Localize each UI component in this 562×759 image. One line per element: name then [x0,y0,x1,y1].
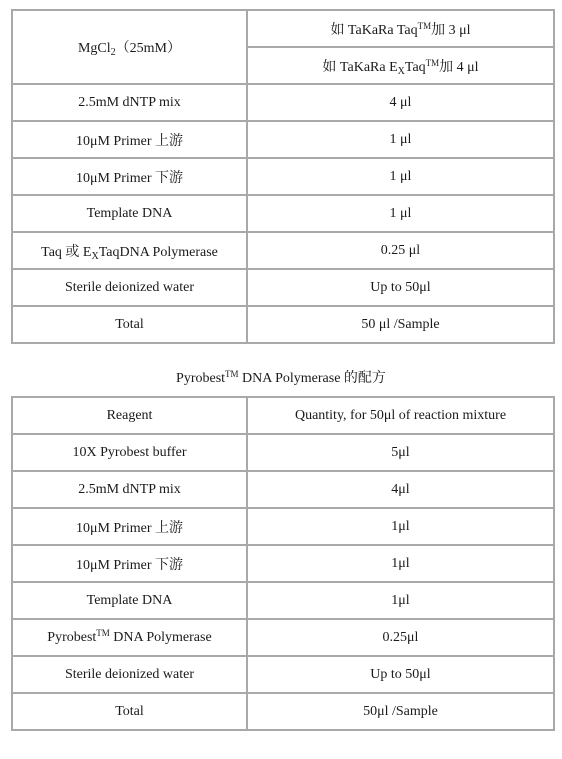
amount-cell: 1 μl [247,121,554,158]
component-cell: Sterile deionized water [12,269,247,306]
amount-cell: 1 μl [247,195,554,232]
polymerase-cell: Taq 或 $E_XTaqDNA$ Polymerase [12,232,247,269]
component-cell: 10μM Primer 下游 [12,545,247,582]
table-row [12,656,554,693]
amount-cell: 4 μl [247,84,554,121]
mgcl2-label: MgCl$_2$（25mM） [77,41,182,58]
table-row [12,232,554,269]
table-row [12,121,554,158]
table-row [12,471,554,508]
total-label-cell: Total [12,306,247,343]
component-cell: 2.5mM dNTP mix [12,471,247,508]
component-cell: Sterile deionized water [12,656,247,693]
table-row [12,84,554,121]
amount-cell: 1μl [247,545,554,582]
table-caption: Pyrobest™ DNA Polymerase 的配方 [176,369,386,386]
table-row [12,582,554,619]
amount-cell: 0.25 μl [247,232,554,269]
mgcl2-taq-amount: 如 TaKaRa Taq™加 3 μl [247,10,554,47]
component-cell: 10μM Primer 下游 [12,158,247,195]
total-label-cell: Total [12,693,247,730]
component-cell: 2.5mM dNTP mix [12,84,247,121]
amount-cell: Up to 50μl [247,269,554,306]
table-row [12,306,554,343]
mgcl2-cell [12,10,247,84]
table-row [12,10,554,47]
amount-cell: 5μl [247,434,554,471]
table-row [12,269,554,306]
table-header-row [12,397,554,434]
total-amount-cell: 50 μl /Sample [247,306,554,343]
amount-cell: 1 μl [247,158,554,195]
polymerase-cell: Pyrobest™ DNA Polymerase [12,619,247,656]
pyrobest-reagent-table [11,396,555,731]
component-cell: Template DNA [12,582,247,619]
amount-cell: 1μl [247,508,554,545]
component-cell: Template DNA [12,195,247,232]
amount-cell: 1μl [247,582,554,619]
amount-cell: Up to 50μl [247,656,554,693]
table-row [12,545,554,582]
table-row [12,158,554,195]
table-row [12,508,554,545]
amount-cell: 4μl [247,471,554,508]
component-cell: 10X Pyrobest buffer [12,434,247,471]
total-amount-cell: 50μl /Sample [247,693,554,730]
header-quantity: Quantity, for 50μl of reaction mixture [247,397,554,434]
pcr-reagent-table [11,9,555,344]
table-row [12,619,554,656]
table-row [12,434,554,471]
component-cell: 10μM Primer 上游 [12,508,247,545]
header-reagent: Reagent [12,397,247,434]
component-cell: 10μM Primer 上游 [12,121,247,158]
table-row [12,195,554,232]
mgcl2-extaq-amount: 如 TaKaRa $E_XTaq™$加 4 μl [247,47,554,84]
table-row [12,693,554,730]
amount-cell: 0.25μl [247,619,554,656]
